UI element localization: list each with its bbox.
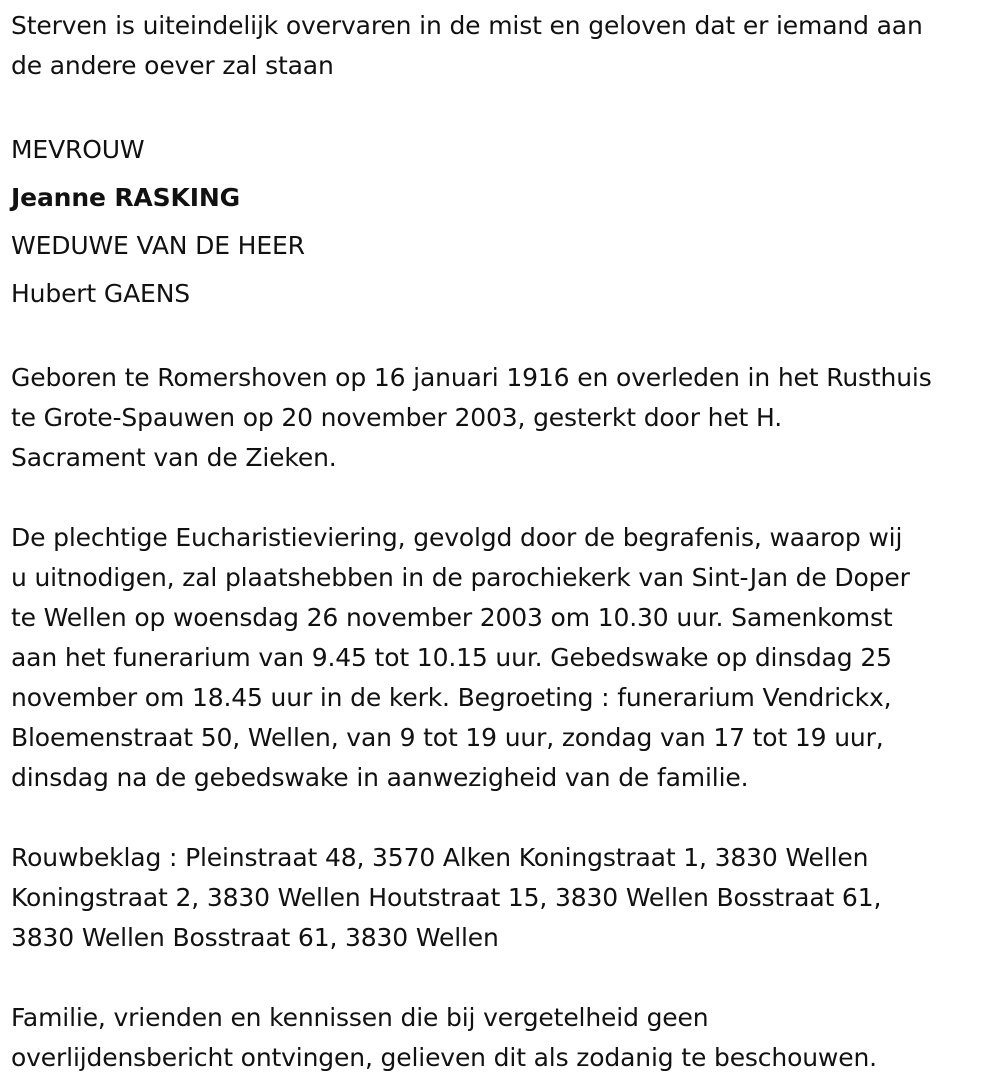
salutation: MEVROUW bbox=[11, 135, 145, 164]
closing-note-paragraph: Familie, vrienden en kennissen die bij vergetelheid geen overlijdensbericht ontvingen, gelieven dit als zodanig te beschouwen. bbox=[11, 1003, 877, 1072]
spouse-name: Hubert GAENS bbox=[11, 279, 190, 308]
birth-death-paragraph: Geboren te Romershoven op 16 januari 1916 en overleden in het Rusthuis te Grote-Spauwen op 20 november 2003, gesterkt door het H. Sacrament van de Zieken. bbox=[11, 363, 932, 472]
spacer bbox=[11, 318, 990, 358]
ceremony-paragraph: De plechtige Eucharistieviering, gevolgd door de begrafenis, waarop wij u uitnodigen, zal plaatshebben in de parochiekerk van Sint-Jan de Doper te Wellen op woensdag 26 november 2003 om 10.30 uur. Samenkomst aan het funerarium van 9.45 tot 10.15 uur. Gebedswake op dinsdag 25 november om 18.45 uur in de kerk. Begroeting : funerarium Vendrickx, Bloemenstraat 50, Wellen, van 9 tot 19 uur, zondag van 17 tot 19 uur, dinsdag na de gebedswake in aanwezigheid van de familie. bbox=[11, 523, 910, 792]
widow-of-label: WEDUWE VAN DE HEER bbox=[11, 231, 305, 260]
condolences-paragraph: Rouwbeklag : Pleinstraat 48, 3570 Alken Koningstraat 1, 3830 Wellen Koningstraat 2, 3830 Wellen Houtstraat 15, 3830 Wellen Bosstraat 61, 3830 Wellen Bosstraat 61, 3830 Wellen bbox=[11, 843, 882, 952]
spacer bbox=[11, 798, 990, 838]
spacer bbox=[11, 958, 990, 998]
spacer bbox=[11, 86, 990, 126]
deceased-heading bbox=[11, 126, 990, 318]
motto-text: Sterven is uiteindelijk overvaren in de mist en geloven dat er iemand aan de andere oever zal staan bbox=[11, 11, 923, 80]
deceased-name: Jeanne RASKING bbox=[11, 183, 241, 212]
spacer bbox=[11, 478, 990, 518]
